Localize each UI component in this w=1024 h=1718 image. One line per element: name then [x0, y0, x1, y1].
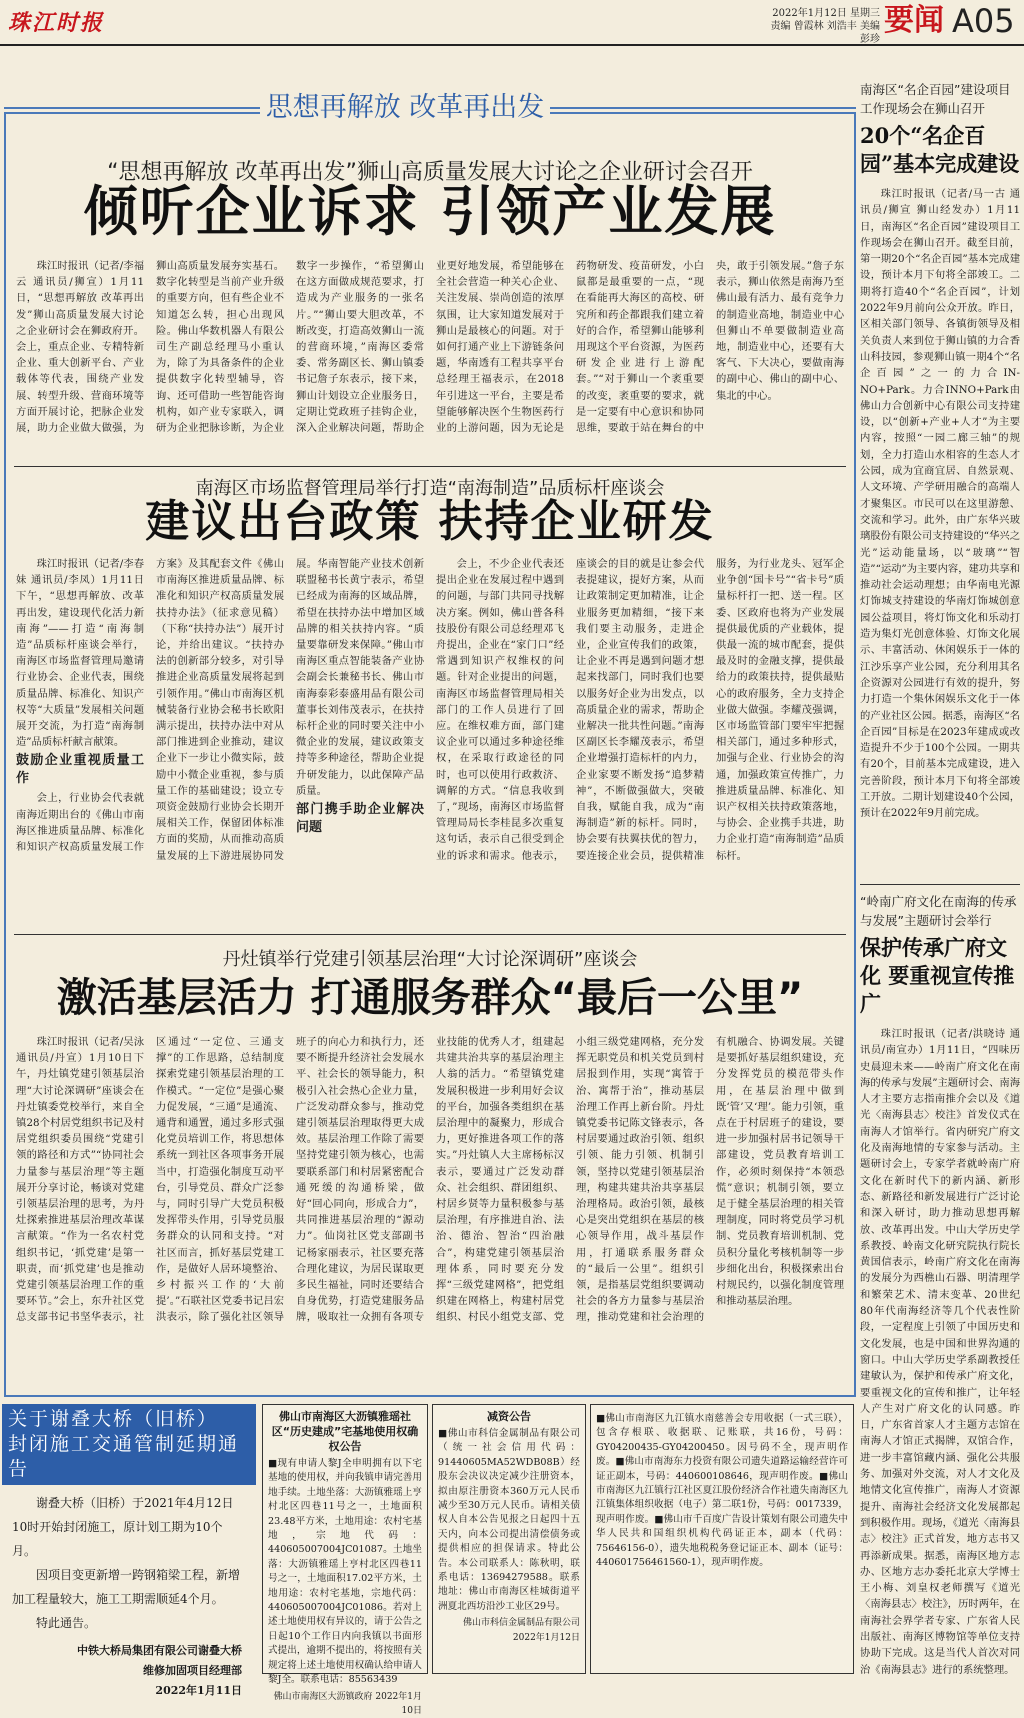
masthead: [0, 0, 1024, 46]
divider: [860, 884, 1020, 885]
story3-body: [16, 1034, 844, 1388]
traffic-notice-signature: [2, 1641, 256, 1701]
date: 2022年1月12日 星期三: [760, 7, 880, 20]
land-notice: [262, 1404, 428, 1674]
section-label: 要闻: [884, 2, 944, 40]
editors: 责编 曾霞林 刘浩丰 美编 彭珍: [760, 20, 880, 46]
story1-headline: 倾听企业诉求 引领产业发展: [10, 180, 850, 244]
story2-columns: [16, 556, 844, 928]
reduction-notice-body: ■佛山市科信金属制品有限公司（统一社会信用代码：91440605MA52WDB08B）经股东会决议决定减少注册资本，拟由原注册资本360万元人民币减少至30万元人民币。请相关债权人自本公告见报之日起四十五天内，向本公司提出清偿债务或提供相应的担保请求。特此公告。本公司联系人：陈秋明，联系电话：13694279588。联系地址：佛山市南海区桂城街道平洲夏北西坊沿沙工业区29号。: [438, 1427, 580, 1614]
loss-notices-body: ■佛山市南海区九江镇水南慈善会专用收据（一式三联），包含存根联、收据联、记账联，共16份，号码：GY04200435-GY04200450。因号码不全，现声明作废。■佛山市南海东力投资有限公司遗失道路运输经营许可证正副本，号码：440600108646，现声明作废。■佛山市南海区九江镇行江社区夏江股份经济合作社遗失南海区九江镇集体组织收据（电子）第二联1份，号码：0017339，现声明作废。■佛山市千百度广告设计策划有限公司遗失中华人民共和国组织机构代码证正本，副本（代码：75646156-0），遗失地税税务登记证正本、副本（证号：440601756461560-1），现声明作废。: [596, 1412, 848, 1570]
sidebar1-kicker: 南海区“名企百园”建设项目工作现场会在狮山召开: [860, 80, 1020, 118]
traffic-notice-title: [2, 1404, 256, 1485]
sidebar2-headline: 保护传承广府文化 要重视宣传推广: [860, 934, 1020, 1018]
sidebar1-headline: 20个“名企百园”基本完成建设: [860, 122, 1020, 178]
traffic-sign-date: 2022年1月11日: [2, 1681, 242, 1701]
sidebar1-text: 珠江时报讯（记者/马一古 通讯员/狮宣 狮山经发办）1月11日，南海区“名企百园”建设项目工作现场会在狮山召开。截至目前，第一期20个“名企百园”基本完成建设，预计本月下旬将全部竣工。二期将打造40个“名企百园”，计划2022年9月前向公众开放。昨日，区相关部门领导、各镇街领导及相关负责人来到位于狮山镇的力合香山科技园，参观狮山镇一期4个“名企百园”之一的力合IN-NO+Park。力合INNO+Park由佛山力合创新中心有限公司支持建设，以“创新+产业+人才”为主要内容，按照“一园二廊三轴”的规划，全力打造山水相容的生态人才公园，成为宜商宜居、自然景观、人文环境、产学研用融合的高端人才聚集区。市民可以在这里游憩、交流和学习。此外，由广东华兴玻璃股份有限公司支持建设的“华兴之光”运动能量场，以“玻璃”“智造”“运动”为主要内容，建功共享和推动社会运动理想；由华南电光源灯饰城支持建设的华南灯饰城创意园公益项目，将灯饰文化和乐动打造为集灯光创意体验、灯饰文化展示、丰富活动、休闲娱乐于一体的江沙乐享产业公园，充分利用其名企资源对公园进行有效的提升，努力打造一个集休闲娱乐文化于一体的产业社区公园。据悉，南海区“名企百园”目标是在2023年建成或改造提升不少于100个公园。一期共有20个，目前基本完成建设，进入完善阶段，预计本月下旬将全部竣工开放。二期计划建设40个公园，预计在2022年9月前完成。: [860, 186, 1020, 822]
feature-banner: 思想再解放 改革再出发: [260, 90, 550, 126]
sidebar2-body: [860, 1026, 1020, 1688]
traffic-title-line1: 关于谢叠大桥（旧桥）: [8, 1407, 250, 1432]
story2-text-b: 会上，行业协会代表就南海近期出台的《佛山市南海区推进质量品牌、标准化和知识产权高质量发展工作方案》及其配套文件《佛山市南海区推进质量品牌、标准化和知识产权高质量发展扶持办法》（征求意见稿）（下称“扶持办法”）展开讨论，并给出建议。“扶持办法的创新部分较多，对引导推进企业高质量发展将起到引领作用。”佛山市南海区机械装备行业协会秘书长欧阳满示提出，扶持办法中对从部门推进到企业推动，建议企业下一步让小微实际，鼓励中小微企业重视，参与质量工作的基础建设；设立专项资金鼓励行业协会长期开展相关工作，保留团体标准方面的奖励，从而推动高质量发展的上下游进展协同发展。华南智能产业技术创新联盟秘书长黄宁表示，希望已经成为南海的区域品牌，希望在扶持办法中增加区域品牌的相关扶持内容。“质量要靠研发来保障。”佛山市南海区重点智能装备产业协会副会长兼秘书长、佛山市南海泰彩泰盛用品有限公司董事长刘伟茂表示，在扶持标杆企业的同时要关注中小微企业的发展，建议政策支持等多种途径，帮助企业提升研发能力，以此保障产品质量。: [16, 556, 424, 864]
story3-columns: [16, 1034, 844, 1388]
loss-notices: [590, 1404, 854, 1674]
story1-columns: [16, 258, 844, 463]
story2-subhead-2: 部门携手助企业解决问题: [296, 801, 424, 837]
dateline: [760, 7, 880, 46]
story3-kicker: 丹灶镇举行党建引领基层治理“大讨论深调研”座谈会: [10, 945, 850, 971]
traffic-sign-org: 中铁大桥局集团有限公司谢叠大桥: [2, 1641, 242, 1661]
traffic-text-3: 特此通告。: [12, 1611, 246, 1635]
story1-text: 珠江时报讯（记者/李福云 通讯员/狮宣）1月11日，“思想再解放 改革再出发”狮山高质量发展大讨论之企业研讨会在狮政府开。会上，重点企业、专精特新企业、重大创新平台、产业载体等代表，围绕产业发展、转型升级、营商环境等方面开展讨论，把脉企业发展，助力企业做大做强，为狮山高质量发展夯实基石。数字化转型是当前产业升级的重要方向，但有些企业不知道怎么转，担心出现风险。佛山华数机器人有限公司生产副总经理马小重认为，除了为具备条件的企业提供数字化转型辅导，咨询、还可借助一些智能咨询机构，如产业专家联入，调研为企业把脉诊断，为企业数字一步操作，“希望狮山在这方面做成规范要求，打造成为产业服务的一张名片。”“狮山要大胆改革，不断改变，打造高效狮山一流的营商环境，”南海区委常委、常务副区长、狮山镇委书记詹子东表示，接下来，狮山计划设立企业服务日，定期让党政班子挂钩企业，深入企业解决问题，帮助企业更好地发展，希望能够在全社会营造一种关心企业、关注发展、崇尚创造的浓厚氛围，让大家知道发展对于狮山是最核心的问题。对于如何打通产业上下游链条问题，华南透有工程共享平台总经理王福表示，在2018年引进这一平台，主要是希望能够解决医个生物医药行业的上游问题，因为无论是药物研发、疫苗研发，小白鼠都是最重要的一点，“现在看能再大海区的高校、研究所和药企都跟我们建立着好的合作，希望狮山能够利用现这个平台资源，为医药研发企业进行上游配套。”“对于狮山一个袤重要的改变，袤重要的要求，就是一定要有中心意识和协同思维，要敢于站在舞台的中央，敢于引领发展。”詹子东表示，狮山依然是南海乃至佛山最有活力、最有竞争力的制造业高地，制造业中心但狮山不单要做制造业高地，制造业中心，还要有大客气、下大决心，要做南海的副中心、佛山的副中心、集北的中心。: [16, 258, 844, 436]
reduction-notice-title: 减资公告: [438, 1409, 580, 1424]
story2-subhead-1: 鼓励企业重视质量工作: [16, 752, 144, 788]
story2-body: [16, 556, 844, 928]
page-number: A05: [952, 2, 1015, 40]
divider: [14, 934, 846, 935]
sidebar2-text: 珠江时报讯（记者/洪晓诗 通讯员/南宣办）1月11日，“四味历史晨迎未来——岭南广府文化在南海的传承与发展”主题研讨会、南海人才主要方志指南推介会以及《道光〈南海县志〉校注》首发仪式在南海人才馆举行。省内研究广府文化及南海地情的专家参与活动。主题研讨会上，专家学者就岭南广府文化在新时代下的新内涵、新形态、新路径和新发展进行广泛讨论和深入研讨，助力推动思想再解放、改革再出发。中山大学历史学系教授、岭南文化研究院执行院长黄国信表示，岭南广府文化在南海的发展分为西樵山石器、明清理学和繁荣艺术、清末变革、20世纪80年代南海经济等几个代表性阶段，一定程度上引领了中国历史和文化发展，也是中国和世界沟通的窗口。中山大学历史学系副教授任建敏认为，保护和传承广府文化，要重视文化的宣传和推广，让年轻人产生对广府文化的认同感。昨日，广东省首家人才主题方志馆在南海人才馆正式揭牌，双馆合作，进一步丰富馆藏内涵、强化公共服务、加强对外交流，对人才文化及地情文化宣传推广，南海人才资源提升、南海社会经济文化发展都起到积极作用。现场，《道光〈南海县志〉校注》正式首发，地方志书又再添新成果。据悉，南海区地方志办、区地方志办委托北京大学博士王小梅、刘皇权老师撰写《道光〈南海县志〉校注》，历时两年，在南海社会界学者专家、广东省人民出版社、南海区博物馆等单位支持协助下完成。这是当代人首次对同治《南海县志》进行的系统整理。: [860, 1026, 1020, 1678]
banner-rule-left: [4, 107, 260, 109]
traffic-notice: [2, 1404, 256, 1674]
land-notice-signature: 佛山市南海区大沥镇政府 2022年1月10日: [268, 1690, 422, 1718]
story3-text: 珠江时报讯（记者/吴泳 通讯员/丹宣）1月10日下午，丹灶镇党建引领基层治理“大讨论深调研”座谈会在丹灶镇委党校举行，来自全镇28个村居党组织书记及村居党组织委员围绕“党建引领的路径和方式”“协同社会力量参与基层治理”等主题展开分享讨论，畅谈对党建引领基层治理的思考，为丹灶探索推进基层治理改革谋言献策。“作为一名农村党组织书记，‘抓党建’是第一职责，而‘抓党建’也是推动党建引领基层治理工作的重要环节。”会上，东升社区党总支部书记书坚华表示，社区通过“一定位、三通支撑”的工作思路，总结制度探索党建引领基层治理的工作模式。“一定位”是强心聚力促发展，“三通”是通流、通背和通置，通过多形式强化党员培训工作，将思想体系统一到社区各项事务开展当中，打造强化制度互动平台，引导党员、群众广泛参与，同时引导广大党员积极发挥带头作用，引导党员服务群众的认同和支持。“对社区而言，抓好基层党建工作，是做好人居环境整治、乡村振兴工作的‘大前提’。”石联社区党委书记吕宏洪表示，除了强化社区领导班子的向心力和执行力，还要不断提升经济社会发展水平、社会长的领导能力，积极引入社会热心企业力量，广泛发动群众参与，推动党建引领基层治理取得更大成效。基层治理工作除了需要坚持党建引领为核心，也需要联系部门和村居紧密配合通死缓的沟通桥梁，做好“回心同向，形成合力”，共同推进基层治理的“源动力”。仙岗社区党支部副书记杨家丽表示，社区要充落合理化建议，为居民谋取更多民生福祉，同时还要结合自身优势，打造党建服务品牌，吸取社一众拥有各项专业技能的优秀人才，组建起共建共治共享的基层治理主人翁的活力。“希望镇党建发展积极进一步利用好会议的平台，加强各类组织在基层治理中的凝聚力，形成合力，更好推进各项工作的落实。”丹灶镇人大主席杨标汉表示，要通过广泛发动群众、社会组织、群团组织、村居乡贤等力量积极参与基层治理，有序推进自治、法治、德治、智治“四治融合”，构建党建引领基层治理体系，同时要充分发挥“三级党建网格”，把党组织建在网格上，构建村居党组织、村民小组党支部、党小组三级党建网格，充分发挥无职党员和机关党员到村居报到作用，实现“寓管于治、寓帮于治”，推动基层治理工作再上新台阶。丹灶镇党委书记陈文锋表示，各村居要通过政治引领、组织引领、能力引领、机制引领，坚持以党建引领基层治理，构建共建共治共享基层治理格局。政治引领，最核心是突出党组织在基层的核心领导作用，战斗基层作用，打通联系服务群众的“最后一公里”。组织引领，是指基层党组织要调动社会的各方力量参与基层治理，推动党建和社会治理的有机融合、协调发展。关键是要抓好基层组织建设，充分发挥党员的模范带头作用，在基层治理中做到既‘管’又‘理’。能力引领，重点在于村居班子的建设，要进一步加强村居书记领导干部建设，党员教育培训工作，必须时刻保持“本领恐慌”意识；机制引领，要立足于健全基层治理的相关管理制度，同时将党员学习机制、党员教育培训机制、党员积分量化考核机制等一步步细化出台，积极探索出台村规民约，以强化制度管理和推动基层治理。: [16, 1034, 844, 1326]
traffic-title-line2: 封闭施工交通管制延期通告: [8, 1432, 250, 1482]
capital-reduction-notice: [432, 1404, 586, 1674]
traffic-sign-dept: 维修加固项目经理部: [2, 1661, 242, 1681]
story2-text-a: 珠江时报讯（记者/李春妹 通讯员/李凤）1月11日下午，“思想再解放、改革再出发，建设现代化活力新南海”——打造“南海制造”品质标杆座谈会举行，南海区市场监督管理局邀请行业协会、企业代表，围绕质量品牌、标准化、知识产权等“大质量”发展相关问题展开交流，为打造“南海制造”品质标杆献言献策。: [16, 556, 144, 750]
story2-kicker: 南海区市场监督管理局举行打造“南海制造”品质标杆座谈会: [10, 474, 850, 500]
traffic-text-1: 谢叠大桥（旧桥）于2021年4月12日10时开始封闭施工，原计划工期为10个月。: [12, 1491, 246, 1563]
land-notice-body: ■现有申请人黎J全申明拥有以下宅基地的使用权，并向我镇申请完善用地手续。土地坐落：大沥镇雅瑶上亨村北区四巷11号之一，土地面积23.48平方米，土地用途：农村宅基地，宗地代码：440605007004JC01087。土地坐落：大沥镇雅瑶上亨村北区四巷11号之一，土地面积17.02平方米，土地用途：农村宅基地，宗地代码：440605007004JC01086。若对上述土地使用权有异议的，请于公告之日起10个工作日内向我镇以书面形式提出，逾期不提出的，将按照有关规定将上述土地使用权确认给申请人黎J全。联系电话：85563439: [268, 1457, 422, 1688]
sidebar-story-2: [860, 892, 1020, 1688]
story2-headline: 建议出台政策 扶持企业研发: [10, 495, 850, 549]
traffic-text-2: 因项目变更新增一跨钢箱梁工程，新增加工程量较大，施工工期需顺延4个月。: [12, 1563, 246, 1611]
traffic-notice-body: [2, 1485, 256, 1641]
banner-rule-right: [550, 107, 856, 109]
story1-kicker: “思想再解放 改革再出发”狮山高质量发展大讨论之企业研讨会召开: [10, 155, 850, 186]
land-notice-title: 佛山市南海区大沥镇雅瑶社区“历史建成”宅基地使用权确权公告: [268, 1409, 422, 1454]
divider: [14, 466, 846, 467]
sidebar-story-1: [860, 80, 1020, 841]
reduction-notice-signature: 佛山市科信金属制品有限公司 2022年1月12日: [438, 1616, 580, 1645]
story1-body: [16, 258, 844, 463]
newspaper-logo: 珠江时报: [8, 6, 104, 37]
sidebar1-body: [860, 186, 1020, 841]
sidebar2-kicker: “岭南广府文化在南海的传承与发展”主题研讨会举行: [860, 892, 1020, 930]
story3-headline: 激活基层活力 打通服务群众“最后一公里”: [10, 972, 850, 1024]
story2-text-c: 会上，不少企业代表还提出企业在发展过程中遇到的问题，与部门共同寻找解决方案。例如，佛山普各科技股份有限公司总经理邓飞舟提出，企业在“家门口”经常遇到知识产权维权的问题。针对企业提出的问题，南海区市场监督管理局相关部门的工作人员进行了回应。在维权难方面，部门建议企业可以通过多种途径维权，在采取行政途径的同时，也可以使用行政救济、调解的方式。“信息我收到了，”现场，南海区市场监督管理局局长李桂昆多次重复这句话，表示自己很受到企业的诉求和需求。他表示，座谈会的目的就是让参会代表提建议，提好方案，从而让政策制定更加精准，让企业服务更加精细，“接下来我们要主动服务，走进企业，企业宣传我们的政策，让企业不再是遇到问题才想起来找部门，同时我们也要以服务好企业为出发点，以高质量企业的需求，帮助企业解决一批共性问题。”南海区副区长李耀茂表示，希望企业增强打造标杆的内力，企业家要不断发扬“追梦精神”，不断做强做大，突破自我，赋能自我，成为“南海制造”新的标杆。同时，协会要有扶翼扶优的智力，要连接企业会员，提供精准服务，为行业龙头、冠军企业争创“国卡号”“省卡号”质量标杆打一把、送一程。区委、区政府也将为产业发展提供最优质的产业载体，提供最一流的城市配套，提供最及时的金融支撑，提供最给力的政策扶持，提供最贴心的政府服务，全力支持企业做大做强。李耀茂强调，区市场监管部门要牢牢把握相关部门，通过多种形式，加强与企业、行业协会的沟通，加强政策宣传推广，力推进质量品牌、标准化、知识产权相关扶持政策落地，与协会、企业携手共进，助力企业打造“南海制造”品质标杆。: [436, 556, 844, 864]
